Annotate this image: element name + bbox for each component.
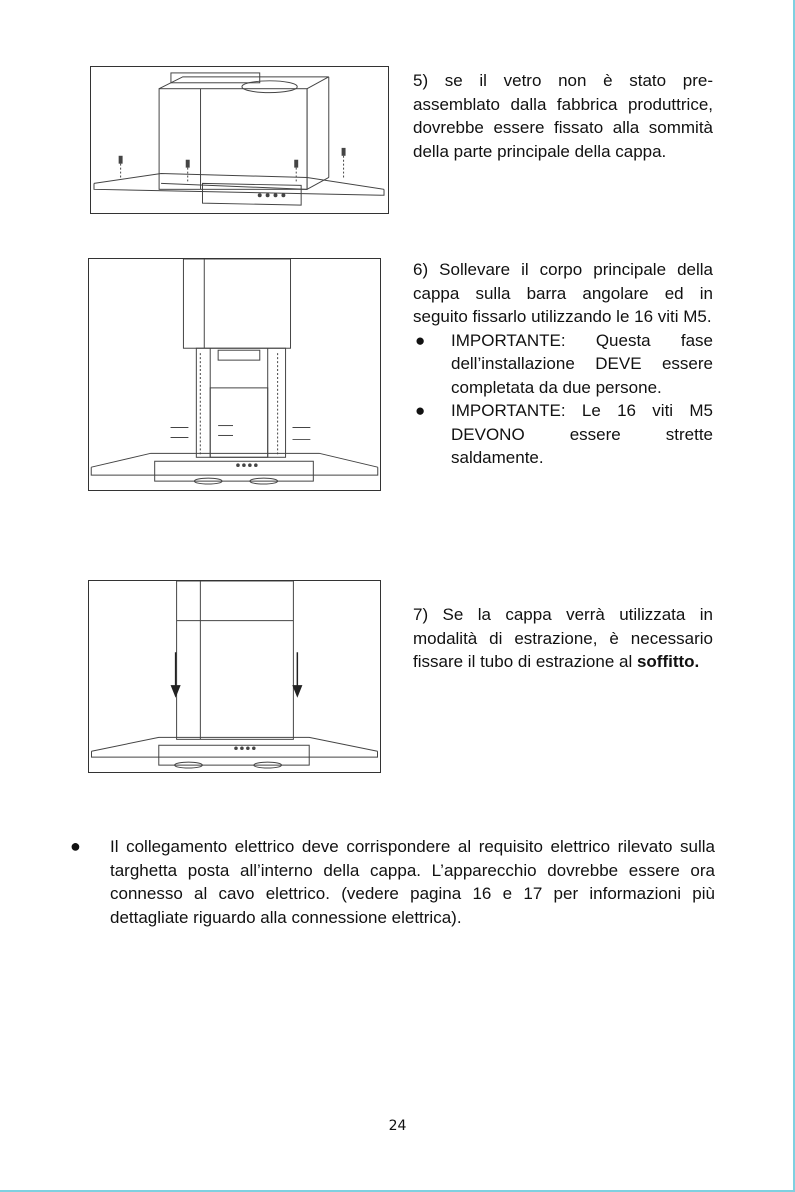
step7-text: 7) Se la cappa verrà utilizzata in modalità di estrazione, è necessario fissare il tubo di estrazione al soffitto. [413, 605, 713, 671]
bullet-dot-icon: ● [415, 401, 426, 420]
figure-step7 [88, 580, 381, 773]
figure-step5 [90, 66, 389, 214]
figure-step6 [88, 258, 381, 491]
step6-bullet-2: ● IMPORTANTE: Le 16 viti M5 DEVONO essere strette saldamente. [415, 401, 713, 467]
hood-glass-illustration [91, 67, 388, 213]
step5-text: 5) se il vetro non è stato pre-assemblato dalla fabbrica produttrice, dovrebbe essere fissato alla sommità della parte principale della cappa. [413, 71, 713, 161]
page-number: 24 [388, 1118, 407, 1134]
electrical-note [70, 835, 715, 929]
hood-body-illustration [89, 259, 380, 490]
bullet-dot-icon: ● [70, 836, 81, 856]
electrical-note-text: Il collegamento elettrico deve corrispondere al requisito elettrico rilevato sulla targhetta posta all’interno della cappa. L’apparecchio dovrebbe essere ora connesso al cavo elettrico. (vedere pagina 16 e 17 per informazioni più dettagliate riguardo alla connessione elettrica). [110, 837, 715, 927]
step6-bullet-1: ● IMPORTANTE: Questa fase dell’installazione DEVE essere completata da due persone. [415, 330, 713, 397]
step7-bold-word: soffitto. [636, 652, 700, 671]
hood-extraction-illustration [89, 581, 380, 772]
step6-text: 6) Sollevare il corpo principale della cappa sulla barra angolare ed in seguito fissarlo utilizzando le 16 viti M5. ● IMPORTANTE: Questa fase dell’installazione DEVE essere completata da due persone. ● IMPORTANTE: Le 16 viti M5 DEVONO essere strette saldamente. [413, 258, 713, 470]
bullet-dot-icon: ● [415, 330, 426, 350]
